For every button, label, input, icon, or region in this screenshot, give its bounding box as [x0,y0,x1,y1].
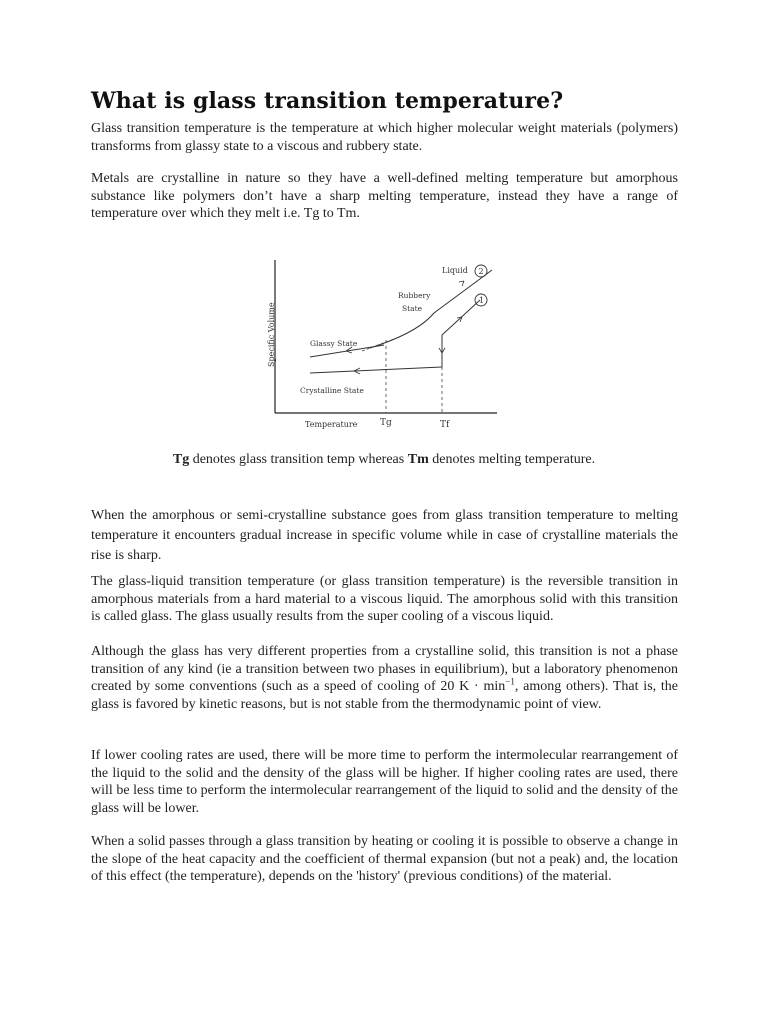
marker-2-label: 2 [478,267,484,276]
x-axis-label: Temperature [305,420,358,429]
paragraph-specific-volume: When the amorphous or semi-crystalline substance goes from glass transition temperature to melting temperature it encounters gradual increase in specific volume while in case of crystalline materials the rise is sharp. [91,508,678,563]
paragraph-heat-capacity: When a solid passes through a glass transition by heating or cooling it is possible to observe a change in the slope of the heat capacity and the coefficient of thermal expansion (but not a peak) and, the location of this effect (the temperature), depends on the 'history' (previous conditions) of the material. [91,834,678,884]
liquid-label: Liquid [442,266,468,275]
paragraph-metals: Metals are crystalline in nature so they have a well-defined melting temperature but amorphous substance like polymers don’t have a sharp melting temperature, instead they have a range of temperature over which they melt i.e. Tg to Tm. [91,171,678,221]
caption-middle: denotes glass transition temp whereas [189,452,408,467]
caption-tg: Tg [172,452,190,467]
paragraph-phase-transition [91,643,678,713]
paragraph-glass-liquid: The glass-liquid transition temperature (or glass transition temperature) is the reversible transition in amorphous materials from a hard material to a viscous liquid. The amorphous solid with this transition is called glass. The glass usually results from the super cooling of a viscous liquid. [91,574,678,624]
p5-before: Although the glass has very different properties from a crystalline solid, this transition is not a phase transition of any kind (ie a transition between two phases in equilibrium), but a laboratory phenomenon created by some conventions (such as a speed of cooling of 20 K · min [91,644,678,694]
rubbery-label-2: State [402,304,423,313]
glass-transition-diagram [262,255,502,435]
tick-tf: Tf [440,420,450,430]
arrow-liquid-2 [459,281,464,286]
crystalline-label: Crystalline State [300,386,364,395]
y-axis-label: Specific Volume [267,302,276,367]
rubbery-label-1: Rubbery [398,291,431,300]
page-title: What is glass transition temperature? [91,88,564,114]
rubbery-curve [370,270,492,348]
marker-1-label: 1 [479,296,485,305]
paragraph-cooling-rates: If lower cooling rates are used, there will be more time to perform the intermolecular rearrangement of the liquid to the solid and the density of the glass will be higher. If higher cooling rates are used, there will be less time to perform the intermolecular rearrangement of the liquid to solid and the density of the glass will be lower. [91,748,678,816]
p5-superscript: −1 [505,676,515,687]
diagram-caption [0,452,768,468]
tick-tg: Tg [380,418,392,428]
caption-end: denotes melting temperature. [428,452,596,467]
glassy-label: Glassy State [310,339,358,348]
crystalline-line [310,367,442,373]
p5-after: , among others). That is, the glass is favored by kinetic reasons, but is not stable from the thermodynamic point of view. [91,679,679,712]
paragraph-definition: Glass transition temperature is the temperature at which higher molecular weight materials (polymers) transforms from glassy state to a viscous and rubbery state. [91,121,678,154]
caption-tm: Tm [407,452,429,467]
